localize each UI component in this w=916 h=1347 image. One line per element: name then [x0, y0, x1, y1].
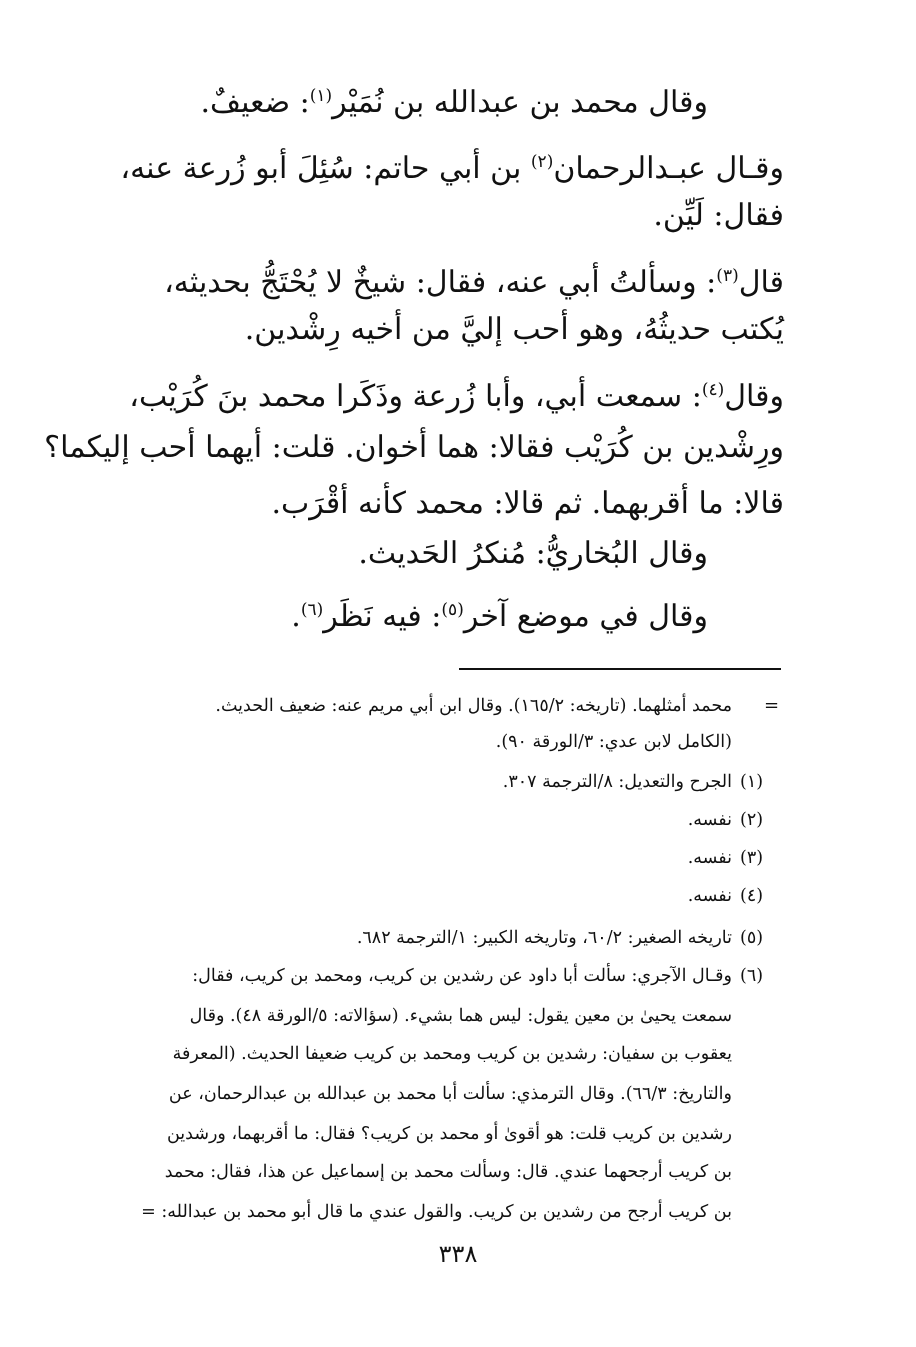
footnote-number: (٣) [740, 848, 764, 868]
footnote-marker: (٥) [441, 600, 464, 620]
footnote-marker: (١) [309, 86, 333, 106]
main-line-3: فقال: لَيِّن. [653, 198, 784, 233]
footnote-number: (٦) [740, 966, 764, 986]
continuation-line-2: (الكامل لابن عدي: ٣/الورقة ٩٠). [495, 732, 732, 752]
footnote-2: نفسه. [687, 810, 732, 830]
footnote-6-line: سمعت يحيىٰ بن معين يقول: ليس هما بشيء. (سؤالاته: ٥/الورقة ٤٨). وقال [189, 1006, 732, 1026]
main-line-9: وقال البُخاريُّ: مُنكرُ الحَديث. [358, 536, 708, 571]
footnote-6-line: رشدين بن كريب قلت: هو أقوىٰ أو محمد بن كريب؟ فقال: ما أقربهما، ورشدين [166, 1124, 732, 1144]
footnote-marker: (٦) [300, 600, 324, 620]
footnote-6-line: بن كريب أرجحهما عندي. قال: وسألت محمد بن إسماعيل عن هذا، فقال: محمد [164, 1162, 732, 1182]
footnote-marker: (٣) [716, 266, 739, 286]
main-line-8: قالا: ما أقربهما. ثم قالا: محمد كأنه أقْرَب. [271, 486, 784, 521]
main-line-7: ورِشْدين بن كُرَيْب فقالا: هما أخوان. قلت: أيهما أحب إليكما؟ [44, 430, 784, 465]
continuation-mark: = [764, 695, 780, 716]
footnote-marker: (٢) [530, 152, 554, 172]
footnote-marker: (٤) [701, 380, 725, 400]
footnote-number: (١) [740, 772, 764, 792]
footnote-5: تاريخه الصغير: ٦٠/٢، وتاريخه الكبير: ١/الترجمة ٦٨٢. [356, 928, 732, 948]
footnote-6-line: بن كريب أرجح من رشدين بن كريب. والقول عندي ما قال أبو محمد بن عبدالله: = [141, 1202, 732, 1222]
footnote-number: (٢) [740, 810, 764, 830]
main-line-2: وقـال عبـدالرحمان$^{(٢)}$ بن أبي حاتم: سُئِلَ أبو زُرعة عنه، [120, 151, 784, 186]
main-line-5: يُكتب حديثُهُ، وهو أحب إليَّ من أخيه رِشْدين. [244, 312, 784, 347]
main-line-4: قال$^{(٣)}$: وسألتُ أبي عنه، فقال: شيخٌ لا يُحْتَجُّ بحديثه، [164, 265, 784, 300]
main-line-1: وقال محمد بن عبدالله بن نُمَيْر$^{(١)}$: ضعيفٌ. [200, 85, 708, 120]
footnote-number: (٤) [740, 886, 764, 906]
page-number: ٣٣٨ [438, 1240, 478, 1268]
footnote-6-line: يعقوب بن سفيان: رشدين بن كريب ومحمد بن كريب ضعيفا الحديث. (المعرفة [172, 1044, 732, 1064]
main-line-10: وقال في موضع آخر$^{(٥)}$: فيه نَظَر$^{(٦)}$. [291, 599, 708, 634]
main-line-6: وقال$^{(٤)}$: سمعت أبي، وأبا زُرعة وذَكَرا محمد بنَ كُرَيْب، [129, 379, 784, 414]
footnote-6-line: والتاريخ: ٦٦/٣). وقال الترمذي: سألت أبا محمد بن عبدالله بن عبدالرحمان، عن [168, 1084, 732, 1104]
footnote-6: وقـال الآجري: سألت أبا داود عن رشدين بن كريب، ومحمد بن كريب، فقال: [192, 966, 732, 986]
footnote-4: نفسه. [687, 886, 732, 906]
footnote-number: (٥) [740, 928, 764, 948]
footnote-1: الجرح والتعديل: ٨/الترجمة ٣٠٧. [502, 772, 732, 792]
continuation-line-1: محمد أمثلهما. (تاريخه: ١٦٥/٢). وقال ابن أبي مريم عنه: ضعيف الحديث. [215, 696, 732, 716]
footnote-separator [459, 668, 781, 670]
footnote-3: نفسه. [687, 848, 732, 868]
